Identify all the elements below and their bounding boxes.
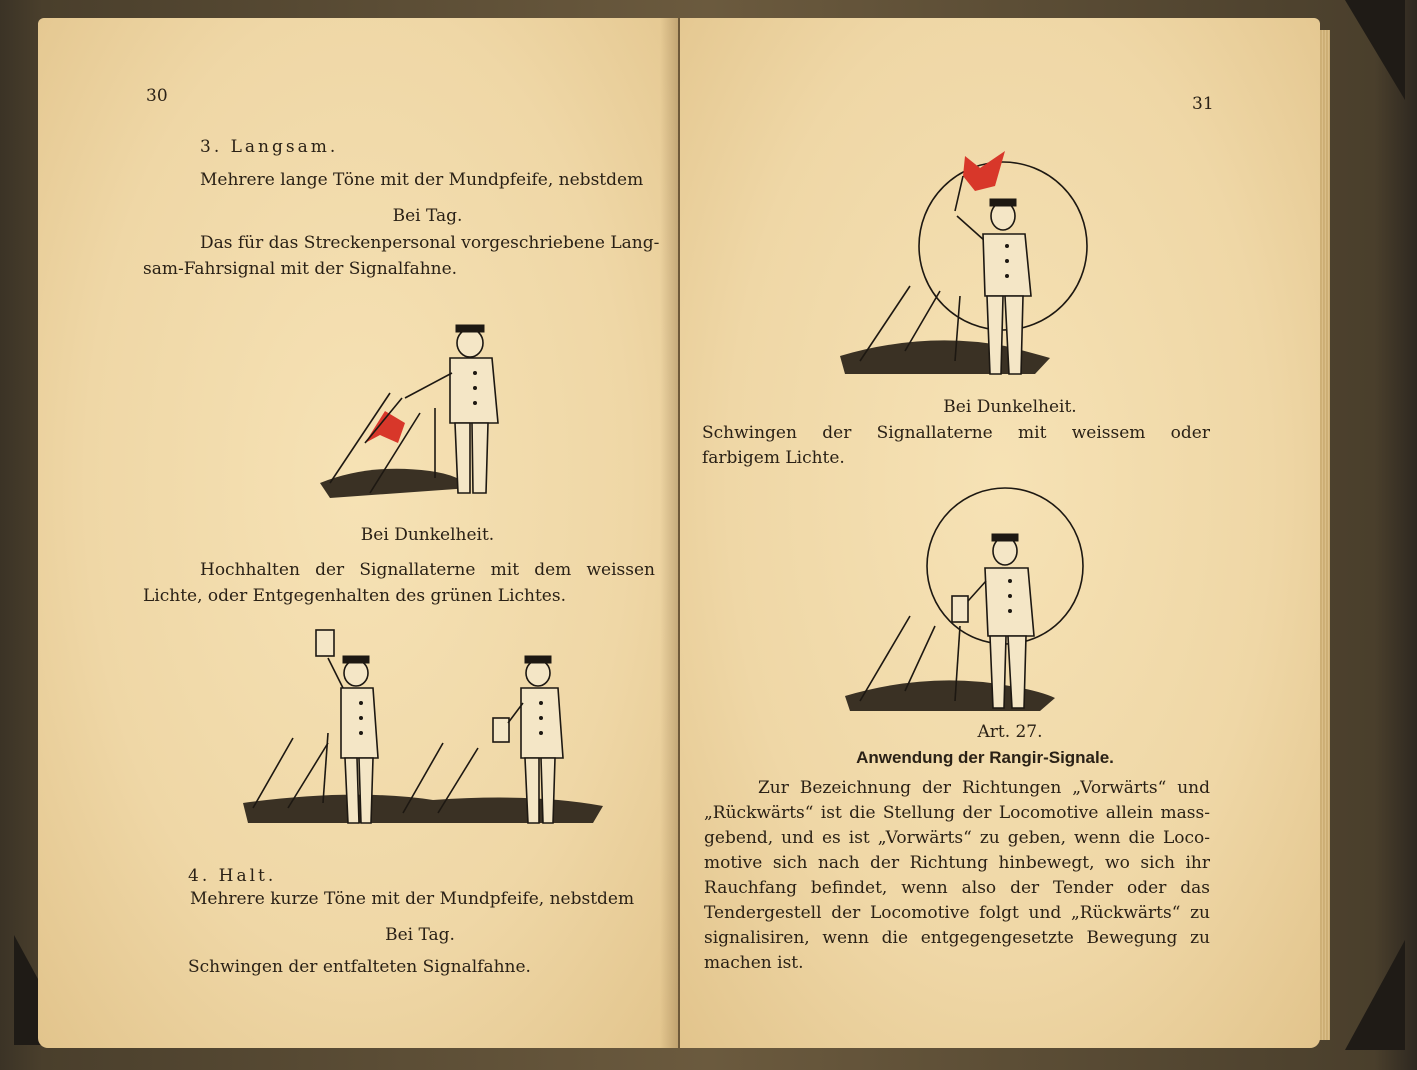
leg-right	[1008, 636, 1026, 708]
cap	[456, 325, 484, 332]
leg-left	[987, 296, 1003, 374]
leg-left	[455, 423, 470, 493]
body-line-2: „Rückwärts“ ist die Stellung der Locomotive allein mass-	[704, 803, 1210, 823]
head-2	[526, 660, 550, 686]
red-flag	[963, 151, 1005, 191]
leg-left	[990, 636, 1006, 708]
cover-corner-top-right	[1345, 0, 1405, 100]
coat-2	[521, 688, 563, 758]
coat	[983, 234, 1031, 296]
article-number: Art. 27.	[977, 722, 1043, 742]
by-day-heading-2: Bei Tag.	[385, 925, 455, 945]
day-text-1b: sam-Fahrsignal mit der Signalfahne.	[143, 259, 458, 279]
night-text-2b: farbigem Lichte.	[702, 448, 845, 468]
flag-signal-illustration	[310, 303, 510, 503]
article-title: Anwendung der Rangir-Signale.	[856, 748, 1114, 767]
rail-line-1	[253, 738, 293, 808]
leg-1b	[359, 758, 373, 823]
raised-arm	[328, 658, 343, 688]
leg-2a	[525, 758, 539, 823]
by-day-heading-1: Bei Tag.	[392, 206, 463, 226]
section-3-heading: 3. Langsam.	[200, 137, 339, 157]
body-line-7: signalisiren, wenn die entgegengesetzte Bewegung zu	[704, 928, 1210, 948]
lantern-signal-illustration	[233, 618, 613, 838]
by-night-heading-1: Bei Dunkelheit.	[360, 525, 495, 545]
by-night-heading-2: Bei Dunkelheit.	[943, 397, 1077, 417]
page-number-right: 31	[1192, 94, 1214, 114]
night-text-2a: Schwingen der Signallaterne mit weissem oder	[702, 423, 1210, 443]
cover-corner-bottom-right	[1345, 940, 1405, 1050]
cap-1	[343, 656, 369, 663]
head	[457, 329, 483, 357]
rail-line-3	[323, 733, 328, 803]
leg-2b	[541, 758, 555, 823]
body-line-4: motive sich nach der Richtung hinbewegt, wo sich ihr	[704, 853, 1210, 873]
flag-swing-illustration	[835, 146, 1095, 386]
coat	[985, 568, 1034, 636]
day-text-1a: Das für das Streckenpersonal vorgeschriebene Lang-	[200, 233, 660, 253]
section-4-line: Mehrere kurze Töne mit der Mundpfeife, nebstdem	[190, 889, 635, 909]
held-lantern	[952, 596, 968, 622]
body-line-8: machen ist.	[704, 953, 804, 973]
leg-right	[472, 423, 488, 493]
held-lantern	[493, 718, 509, 742]
cap-2	[525, 656, 551, 663]
leg-right	[1005, 296, 1023, 374]
flag-pole	[955, 176, 963, 211]
body-line-3: gebend, und es ist „Vorwärts“ zu geben, wenn die Loco-	[704, 828, 1210, 848]
leg-1a	[345, 758, 359, 823]
page-number-left: 30	[146, 86, 168, 106]
left-page	[38, 18, 678, 1048]
lantern-swing-illustration	[840, 486, 1100, 726]
ground-shading	[320, 469, 470, 498]
day-text-2: Schwingen der entfalteten Signalfahne.	[188, 957, 531, 977]
coat-1	[341, 688, 378, 758]
arm	[405, 373, 452, 398]
head-1	[344, 660, 368, 686]
right-page	[680, 18, 1320, 1048]
section-3-line: Mehrere lange Töne mit der Mundpfeife, nebstdem	[200, 170, 644, 190]
arm	[968, 581, 986, 601]
night-text-1b: Lichte, oder Entgegenhalten des grünen Lichtes.	[143, 586, 566, 606]
raised-lantern	[316, 630, 334, 656]
red-flag	[365, 411, 405, 443]
body-line-6: Tendergestell der Locomotive folgt und „Rückwärts“ zu	[704, 903, 1210, 923]
cap	[990, 199, 1016, 206]
raised-arm	[957, 216, 985, 241]
section-4-heading: 4. Halt.	[188, 866, 277, 886]
night-text-1a: Hochhalten der Signallaterne mit dem weissen	[200, 560, 655, 580]
body-line-5: Rauchfang befindet, wenn also der Tender oder das	[704, 878, 1210, 898]
body-line-1: Zur Bezeichnung der Richtungen „Vorwärts“ und	[758, 778, 1210, 798]
cap	[992, 534, 1018, 541]
coat	[450, 358, 498, 423]
